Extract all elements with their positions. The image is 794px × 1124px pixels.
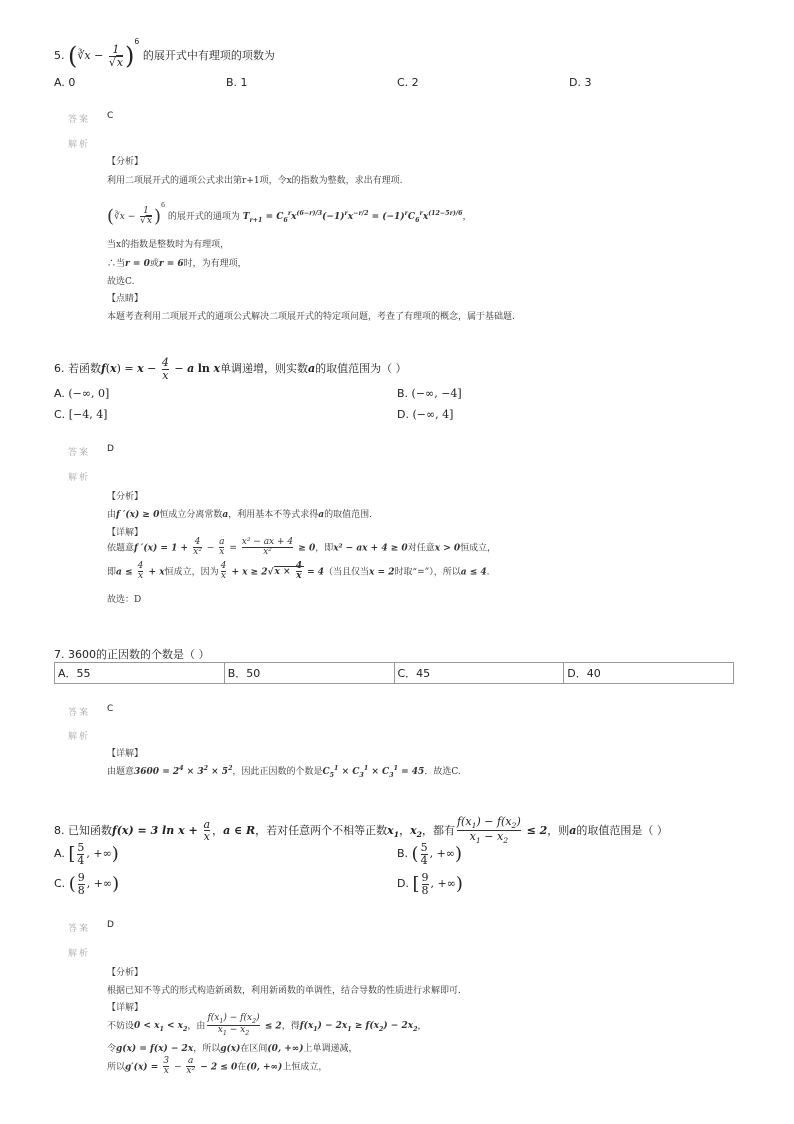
- q5-line-4: ∴当r = 0或r = 6时，为有理项，: [107, 259, 247, 269]
- q6-line-3-tail2: 时取“=”），所以: [394, 567, 461, 578]
- q7-answer-label: 答案: [68, 708, 91, 718]
- q8-stem: 8. 已知函数f(x) = 3 ln x + $\frac{a}{x}$ ，a ∈ R，若对任意两个不相等正数$x_1$，$x_2$，都有 $\frac{f(x_1) - f(x_2)}{x_1 - x_2}$ ≤ 2，则a的取值范围是（ ）: [54, 815, 668, 846]
- q6-option-d-label: D.: [397, 408, 409, 421]
- q8-option-c: C. ( $\frac{9}{8}$ , +∞): [54, 871, 120, 897]
- q8-line-3-pre: 令: [107, 1044, 117, 1054]
- q8-line-2: 不妨设$0 < x_1 < x_2$，由 $\frac{f(x_1) - f(x_2)}{x_1 - x_2}$ ≤ 2，得$f(x_1) - 2x_1 \ge f(x_2) - 2x_2$，: [107, 1013, 427, 1038]
- q8-stem-tail: ，则: [547, 823, 570, 837]
- q6-line-1: 由f ′(x) ≥ 0恒成立分离常数a，利用基本不等式求得a的取值范围.: [107, 510, 372, 520]
- q5-line-6: 本题考查利用二项展开式的通项公式解决二项展开式的特定项问题，考查了有理项的概念，属于基础题.: [107, 312, 515, 322]
- q7-line-1-mid: ，因此正因数的个数是: [232, 767, 323, 777]
- q8-line-3-tail2: 上单调递减，: [303, 1044, 358, 1054]
- q7-option-d: D．40: [564, 663, 734, 684]
- q8-analysis-label: 解析: [68, 949, 91, 959]
- q5-option-c: C. 2: [397, 76, 419, 89]
- q7-option-a: A．55: [55, 663, 225, 684]
- q8-line-3: 令g(x) = f(x) − 2x，所以g(x)在区间(0, +∞)上单调递减，: [107, 1044, 358, 1054]
- q6-option-d: D. (−∞, 4]: [397, 408, 454, 421]
- q8-option-d: D. [ $\frac{9}{8}$ , +∞): [397, 871, 463, 897]
- q6-line-3-pre: 即: [107, 567, 117, 578]
- q8-line-4-tail2: 上恒成立，: [282, 1062, 328, 1073]
- q5-line-2: (∛x − $\frac{1}{√x}$ )$^6$ 的展开式的通项为 $T_{r+1} = C_6^rx^{(6-r)/3}(-1)^rx^{-r/2} = (-1)^rC_6^rx^{(12-5r)/6}$，: [107, 202, 472, 227]
- q7-analysis-label: 解析: [68, 732, 91, 742]
- q7-options-table: [54, 662, 734, 684]
- q6-line-2-tail: 对任意: [407, 543, 435, 554]
- q6-option-c: C. [−4, 4]: [54, 408, 108, 421]
- q7-option-b: B．50: [224, 663, 394, 684]
- q8-line-4-pre: 所以: [107, 1062, 126, 1073]
- q5-line-1: 利用二项展开式的通项公式求出第r+1项，令x的指数为整数，求出有理项.: [107, 176, 403, 186]
- q5-line-4-tail: 时，为有理项，: [183, 259, 247, 269]
- q6-option-b: B. (−∞, −4]: [397, 387, 462, 400]
- q6-line-3: 即a ≤ $\frac{4}{x}$ + x恒成立，因为 $\frac{4}{x}$ + x ≥ 2√x × $\frac{4}{x}$ = 4（当且仅当x = 2时取“=”），所以a ≤ 4.: [107, 561, 490, 582]
- q6-option-c-label: C.: [54, 408, 66, 421]
- q6-line-3-mid: 恒成立，因为: [164, 567, 219, 578]
- q6-option-b-label: B.: [397, 387, 409, 400]
- q6-stem: 6. 若函数f(x) = x − $\frac{4}{x}$ − a ln x单调递增，则实数a的取值范围为（ ）: [54, 356, 407, 382]
- q8-line-1: 根据已知不等式的形式构造新函数，利用新函数的单调性，结合导数的性质进行求解即可.: [107, 986, 461, 996]
- q8-line-2-tail: ，得: [281, 1021, 300, 1032]
- q5-number: 5.: [54, 49, 65, 62]
- q7-detail-heading: 【详解】: [107, 749, 144, 759]
- q6-answer: D: [107, 444, 114, 454]
- q5-line-5: 故选C.: [107, 277, 135, 287]
- q8-stem-pre: 已知函数: [68, 823, 112, 837]
- q6-line-1-pre: 由: [107, 510, 117, 520]
- q8-option-a-label: A.: [54, 847, 65, 861]
- q8-option-b: B. ( $\frac{5}{4}$ , +∞): [397, 841, 462, 867]
- q5-analysis-label: 解析: [68, 140, 91, 150]
- q6-line-1-tail3: 的取值范围.: [324, 510, 372, 520]
- q5-stem-tail: 的展开式中有理项的项数为: [142, 49, 275, 62]
- q5-option-d: D. 3: [569, 76, 592, 89]
- q8-stem-mid2: ，都有: [421, 823, 455, 837]
- q6-stem-mid: 单调递增，则实数: [220, 362, 308, 376]
- q6-line-2-tail2: 恒成立，: [460, 543, 497, 554]
- q7-line-1-pre: 由题意: [107, 767, 135, 777]
- q8-option-c-label: C.: [54, 877, 66, 891]
- q8-option-b-label: B.: [397, 847, 409, 861]
- q8-answer: D: [107, 920, 114, 930]
- q6-stem-pre: 若函数: [68, 362, 101, 376]
- q8-line-3-mid: ，所以: [193, 1044, 221, 1054]
- q8-stem-mid: ，若对任意两个不相等正数: [255, 823, 388, 837]
- q7-answer: C: [107, 704, 114, 714]
- q8-line-4-tail: 在: [237, 1062, 247, 1073]
- q6-option-a: A. (−∞, 0]: [54, 387, 110, 400]
- q8-line-4: 所以g′(x) = $\frac{3}{x}$ − $\frac{a}{\text{x²}}$ − 2 ≤ 0在(0, +∞)上恒成立，: [107, 1056, 328, 1077]
- q6-line-2-mid: ，即: [315, 543, 334, 554]
- q6-number: 6.: [54, 362, 65, 376]
- q7-line-1-tail: ．故选C.: [424, 767, 461, 777]
- q6-analysis-label: 解析: [68, 473, 91, 483]
- q6-option-a-label: A.: [54, 387, 65, 400]
- q8-answer-label: 答案: [68, 924, 91, 934]
- q5-option-a: A. 0: [54, 76, 76, 89]
- q5-option-b: B. 1: [226, 76, 248, 89]
- q5-line-2-tail: 的展开式的通项为: [167, 212, 240, 222]
- q8-line-2-mid: ，由: [187, 1021, 206, 1032]
- q6-detail-heading: 【详解】: [107, 528, 144, 538]
- q7-option-c: C．45: [394, 663, 564, 684]
- q5-analysis-heading: 【分析】: [107, 157, 144, 167]
- q8-line-3-tail: 在区间: [240, 1044, 268, 1054]
- q8-analysis-heading: 【分析】: [107, 968, 144, 978]
- q8-stem-tail2: 的取值范围是（ ）: [576, 823, 668, 837]
- q5-comment-heading: 【点睛】: [107, 294, 144, 304]
- q6-stem-tail: 的取值范围为（ ）: [315, 362, 407, 376]
- q8-option-a: A. [ $\frac{5}{4}$ , +∞): [54, 841, 119, 867]
- q8-line-2-pre: 不妨设: [107, 1021, 135, 1032]
- q8-detail-heading: 【详解】: [107, 1003, 144, 1013]
- q6-line-1-tail: 恒成立分离常数: [159, 510, 223, 520]
- q8-number: 8.: [54, 823, 65, 837]
- q5-answer: C: [107, 111, 114, 121]
- q6-line-3-tail: （当且仅当: [324, 567, 370, 578]
- q6-line-4: 故选：D: [107, 595, 142, 605]
- q5-line-3: 当x的指数是整数时为有理项，: [107, 240, 230, 250]
- q7-stem: 7. 3600的正因数的个数是（ ）: [54, 648, 210, 661]
- q5-stem: 5. (∛x − $\frac{1}{√x}$ )$^6$ 的展开式中有理项的项数为: [54, 37, 275, 70]
- q6-line-1-tail2: ，利用基本不等式求得: [228, 510, 319, 520]
- q6-line-2-pre: 依题意: [107, 543, 135, 554]
- q5-line-4-prefix: ∴当: [107, 259, 126, 269]
- q6-analysis-heading: 【分析】: [107, 492, 144, 502]
- q8-option-d-label: D.: [397, 877, 409, 891]
- q6-answer-label: 答案: [68, 448, 91, 458]
- q5-answer-label: 答案: [68, 115, 91, 125]
- q7-line-1: 由题意$3600 = 2^4 \times 3^2 \times 5^2$，因此正因数的个数是$C_5^1 \times C_3^1 \times C_3^1 = 45$．故选C.: [107, 765, 461, 779]
- q5-line-4-mid: 或: [149, 259, 159, 269]
- q6-line-2: 依题意f ′(x) = 1 + $\frac{4}{\text{x²}}$ − $\frac{a}{x}$ = $\frac{\text{x² − ax + 4}}{\text{x²}}$ ≥ 0，即x² − ax + 4 ≥ 0对任意x > 0恒成立，: [107, 537, 497, 558]
